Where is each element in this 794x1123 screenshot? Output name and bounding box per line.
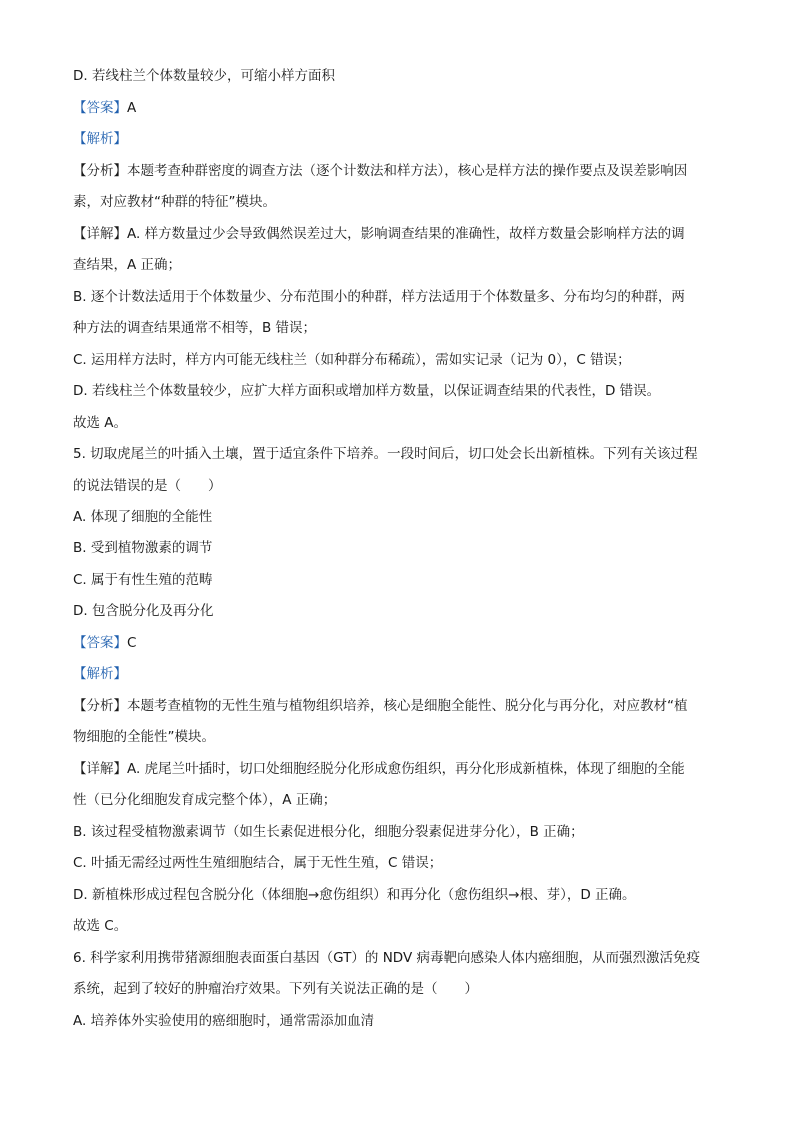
text-line: [73, 161, 723, 181]
text-span: B. 逐个计数法适用于个体数量少、分布范围小的种群，样方法适用于个体数量多、分布均匀的种群，两: [73, 289, 685, 305]
text-line: [73, 413, 723, 433]
text-span: A. 体现了细胞的全能性: [73, 509, 213, 525]
text-line: [73, 1011, 723, 1031]
text-line: [73, 224, 723, 244]
text-span: A. 样方数量过少会导致偶然误差过大，影响调查结果的准确性，故样方数量会影响样方法的调: [127, 226, 685, 242]
text-line: [73, 696, 723, 716]
text-span: A. 培养体外实验使用的癌细胞时，通常需添加血清: [73, 1013, 375, 1029]
text-line: [73, 570, 723, 590]
text-span: 【分析】: [73, 163, 127, 179]
text-span: 【详解】: [73, 226, 127, 242]
text-span: C: [127, 635, 137, 651]
text-line: [73, 853, 723, 873]
text-line: [73, 633, 723, 653]
text-span: D. 若线柱兰个体数量较少，可缩小样方面积: [73, 68, 335, 84]
text-span: 本题考查种群密度的调查方法（逐个计数法和样方法），核心是样方法的操作要点及误差影响因: [127, 163, 688, 179]
text-line: [73, 444, 723, 464]
text-span: B. 该过程受植物激素调节（如生长素促进根分化，细胞分裂素促进芽分化），B 正确；: [73, 824, 584, 840]
text-line: [73, 916, 723, 936]
text-line: [73, 822, 723, 842]
text-span: 性（已分化细胞发育成完整个体），A 正确；: [73, 792, 337, 808]
text-span: B. 受到植物激素的调节: [73, 540, 213, 556]
text-line: [73, 192, 723, 212]
text-line: [73, 255, 723, 275]
text-span: 查结果，A 正确；: [73, 257, 182, 273]
text-line: [73, 601, 723, 621]
text-line: [73, 476, 723, 496]
text-line: [73, 759, 723, 779]
section-tag: 【答案】: [73, 635, 127, 651]
text-line: [73, 948, 723, 968]
text-line: [73, 381, 723, 401]
text-line: [73, 98, 723, 118]
text-span: 故选 C。: [73, 918, 128, 934]
text-line: [73, 790, 723, 810]
text-span: 物细胞的全能性”模块。: [73, 729, 215, 745]
text-line: [73, 318, 723, 338]
text-line: [73, 664, 723, 684]
text-span: 系统，起到了较好的肿瘤治疗效果。下列有关说法正确的是（ ）: [73, 981, 478, 997]
text-line: [73, 507, 723, 527]
text-span: 5. 切取虎尾兰的叶插入土壤，置于适宜条件下培养。一段时间后，切口处会长出新植株。下列有关该过程: [73, 446, 698, 462]
text-line: [73, 727, 723, 747]
text-line: [73, 538, 723, 558]
text-span: 本题考查植物的无性生殖与植物组织培养，核心是细胞全能性、脱分化与再分化，对应教材“植: [127, 698, 688, 714]
text-span: 6. 科学家利用携带猪源细胞表面蛋白基因（GT）的 NDV 病毒靶向感染人体内癌细胞，从而强烈激活免疫: [73, 950, 700, 966]
section-tag: 【解析】: [73, 666, 127, 682]
text-span: A. 虎尾兰叶插时，切口处细胞经脱分化形成愈伤组织，再分化形成新植株，体现了细胞的全能: [127, 761, 685, 777]
text-span: C. 叶插无需经过两性生殖细胞结合，属于无性生殖，C 错误；: [73, 855, 443, 871]
text-span: D. 新植株形成过程包含脱分化（体细胞→愈伤组织）和再分化（愈伤组织→根、芽），D 正确。: [73, 887, 636, 903]
text-span: 的说法错误的是（ ）: [73, 478, 222, 494]
text-span: 【详解】: [73, 761, 127, 777]
text-span: D. 包含脱分化及再分化: [73, 603, 214, 619]
text-span: C. 运用样方法时，样方内可能无线柱兰（如种群分布稀疏），需如实记录（记为 0），C 错误；: [73, 352, 631, 368]
section-tag: 【答案】: [73, 100, 127, 116]
text-line: [73, 287, 723, 307]
text-line: [73, 979, 723, 999]
text-span: C. 属于有性生殖的范畴: [73, 572, 213, 588]
section-tag: 【解析】: [73, 131, 127, 147]
text-line: [73, 129, 723, 149]
text-span: 素，对应教材“种群的特征”模块。: [73, 194, 276, 210]
text-span: D. 若线柱兰个体数量较少，应扩大样方面积或增加样方数量，以保证调查结果的代表性，D 错误。: [73, 383, 661, 399]
text-span: A: [127, 100, 137, 116]
text-line: [73, 66, 723, 86]
text-span: 故选 A。: [73, 415, 128, 431]
text-line: [73, 350, 723, 370]
text-span: 【分析】: [73, 698, 127, 714]
text-span: 种方法的调查结果通常不相等，B 错误；: [73, 320, 317, 336]
text-line: [73, 885, 723, 905]
